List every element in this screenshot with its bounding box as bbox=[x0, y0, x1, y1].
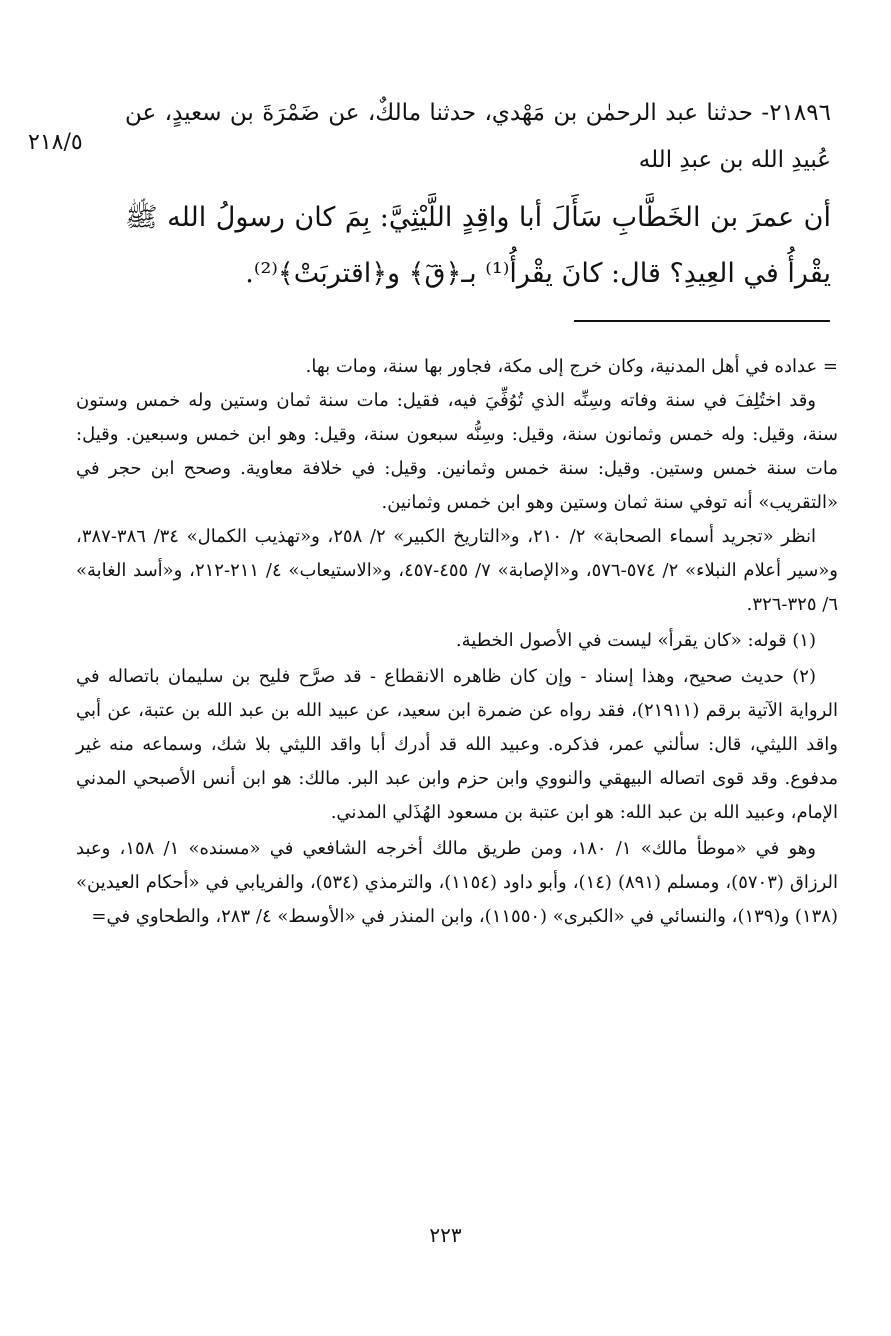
footnote-continuation: = عداده في أهل المدنية، وكان خرج إلى مكة، فجاور بها سنة، ومات بها. bbox=[305, 356, 838, 377]
footnote-1: (١) قوله: «كان يقرأ» ليست في الأصول الخطية. bbox=[455, 630, 816, 651]
footnote-paragraph: وقد اختُلِفَ في سنة وفاته وسِنِّه الذي تُوُفِّيَ فيه، فقيل: مات سنة ثمان وستين وله خمس وستون سنة، وقيل: وله خمس وثمانون سنة، وقيل: وسِنُّه سبعون سنة، وقيل: وهو ابن خمس وسبعين. وقيل: مات سنة خمس وستين. وقيل: سنة خمس وثمانين. وقيل: في خلافة معاوية. وصحح ابن حجر في «التقريب» أنه توفي سنة ثمان وستين وهو ابن خمس وثمانين. bbox=[76, 390, 838, 513]
hadith-isnad: ٢١٨٩٦- حدثنا عبد الرحمٰن بن مَهْدي، حدثنا مالكٌ، عن ضَمْرَةَ بن سعيدٍ، عن عُبيدِ الله بن عبدِ الله bbox=[125, 100, 831, 173]
footnotes-section bbox=[76, 350, 838, 934]
hadith-matn: أن عمرَ بن الخَطَّابِ سَأَلَ أبا واقِدٍ اللَّيْثِيَّ: بِمَ كان رسولُ الله ﷺ يقْرأُ في العِيدِ؟ قال: كانَ يقْرأُ⁽¹⁾ بـ﴿قٓ﴾ و﴿اقتربَتْ﴾⁽²⁾. bbox=[125, 202, 831, 289]
footnote-references: انظر «تجريد أسماء الصحابة» ٢/ ٢١٠، و«التاريخ الكبير» ٢/ ٢٥٨، و«تهذيب الكمال» ٣٤/ ٣٨٦-٣٨٧، و«سير أعلام النبلاء» ٢/ ٥٧٤-٥٧٦، و«الإصابة» ٧/ ٤٥٥-٤٥٧، و«الاستيعاب» ٤/ ٢١١-٢١٢، و«أسد الغابة» ٦/ ٣٢٥-٣٢٦. bbox=[76, 526, 838, 615]
margin-volume-page-reference: ٢١٨/٥ bbox=[28, 130, 83, 155]
footnote-separator-rule bbox=[574, 320, 830, 322]
footnote-2: (٢) حديث صحيح، وهذا إسناد - وإن كان ظاهره الانقطاع - قد صرَّح فليح بن سليمان باتصاله في الرواية الآتية برقم (٢١٩١١)، فقد رواه عن ضمرة ابن سعيد، عن عبيد الله بن عبد الله بن عتبة، عن أبي واقد الليثي، قال: سألني عمر، فذكره. وعبيد الله قد أدرك أبا واقد الليثي بلا شك، وسماعه منه غير مدفوع. وقد قوى اتصاله البيهقي والنووي وابن حزم وابن عبد البر. مالك: هو ابن أنس الأصبحي المدني الإمام، وعبيد الله بن عبد الله: هو ابن عتبة بن مسعود الهُذَلي المدني. bbox=[76, 666, 839, 823]
footnote-2-sources: وهو في «موطأ مالك» ١/ ١٨٠، ومن طريق مالك أخرجه الشافعي في «مسنده» ١/ ١٥٨، وعبد الرزاق (٥٧٠٣)، ومسلم (٨٩١) (١٤)، وأبو داود (١١٥٤)، والترمذي (٥٣٤)، والفريابي في «أحكام العيدين» (١٣٨) و(١٣٩)، والنسائي في «الكبرى» (١١٥٥٠)، وابن المنذر في «الأوسط» ٤/ ٢٨٣، والطحاوي في= bbox=[76, 838, 838, 927]
page-number: ٢٢٣ bbox=[429, 1223, 462, 1247]
